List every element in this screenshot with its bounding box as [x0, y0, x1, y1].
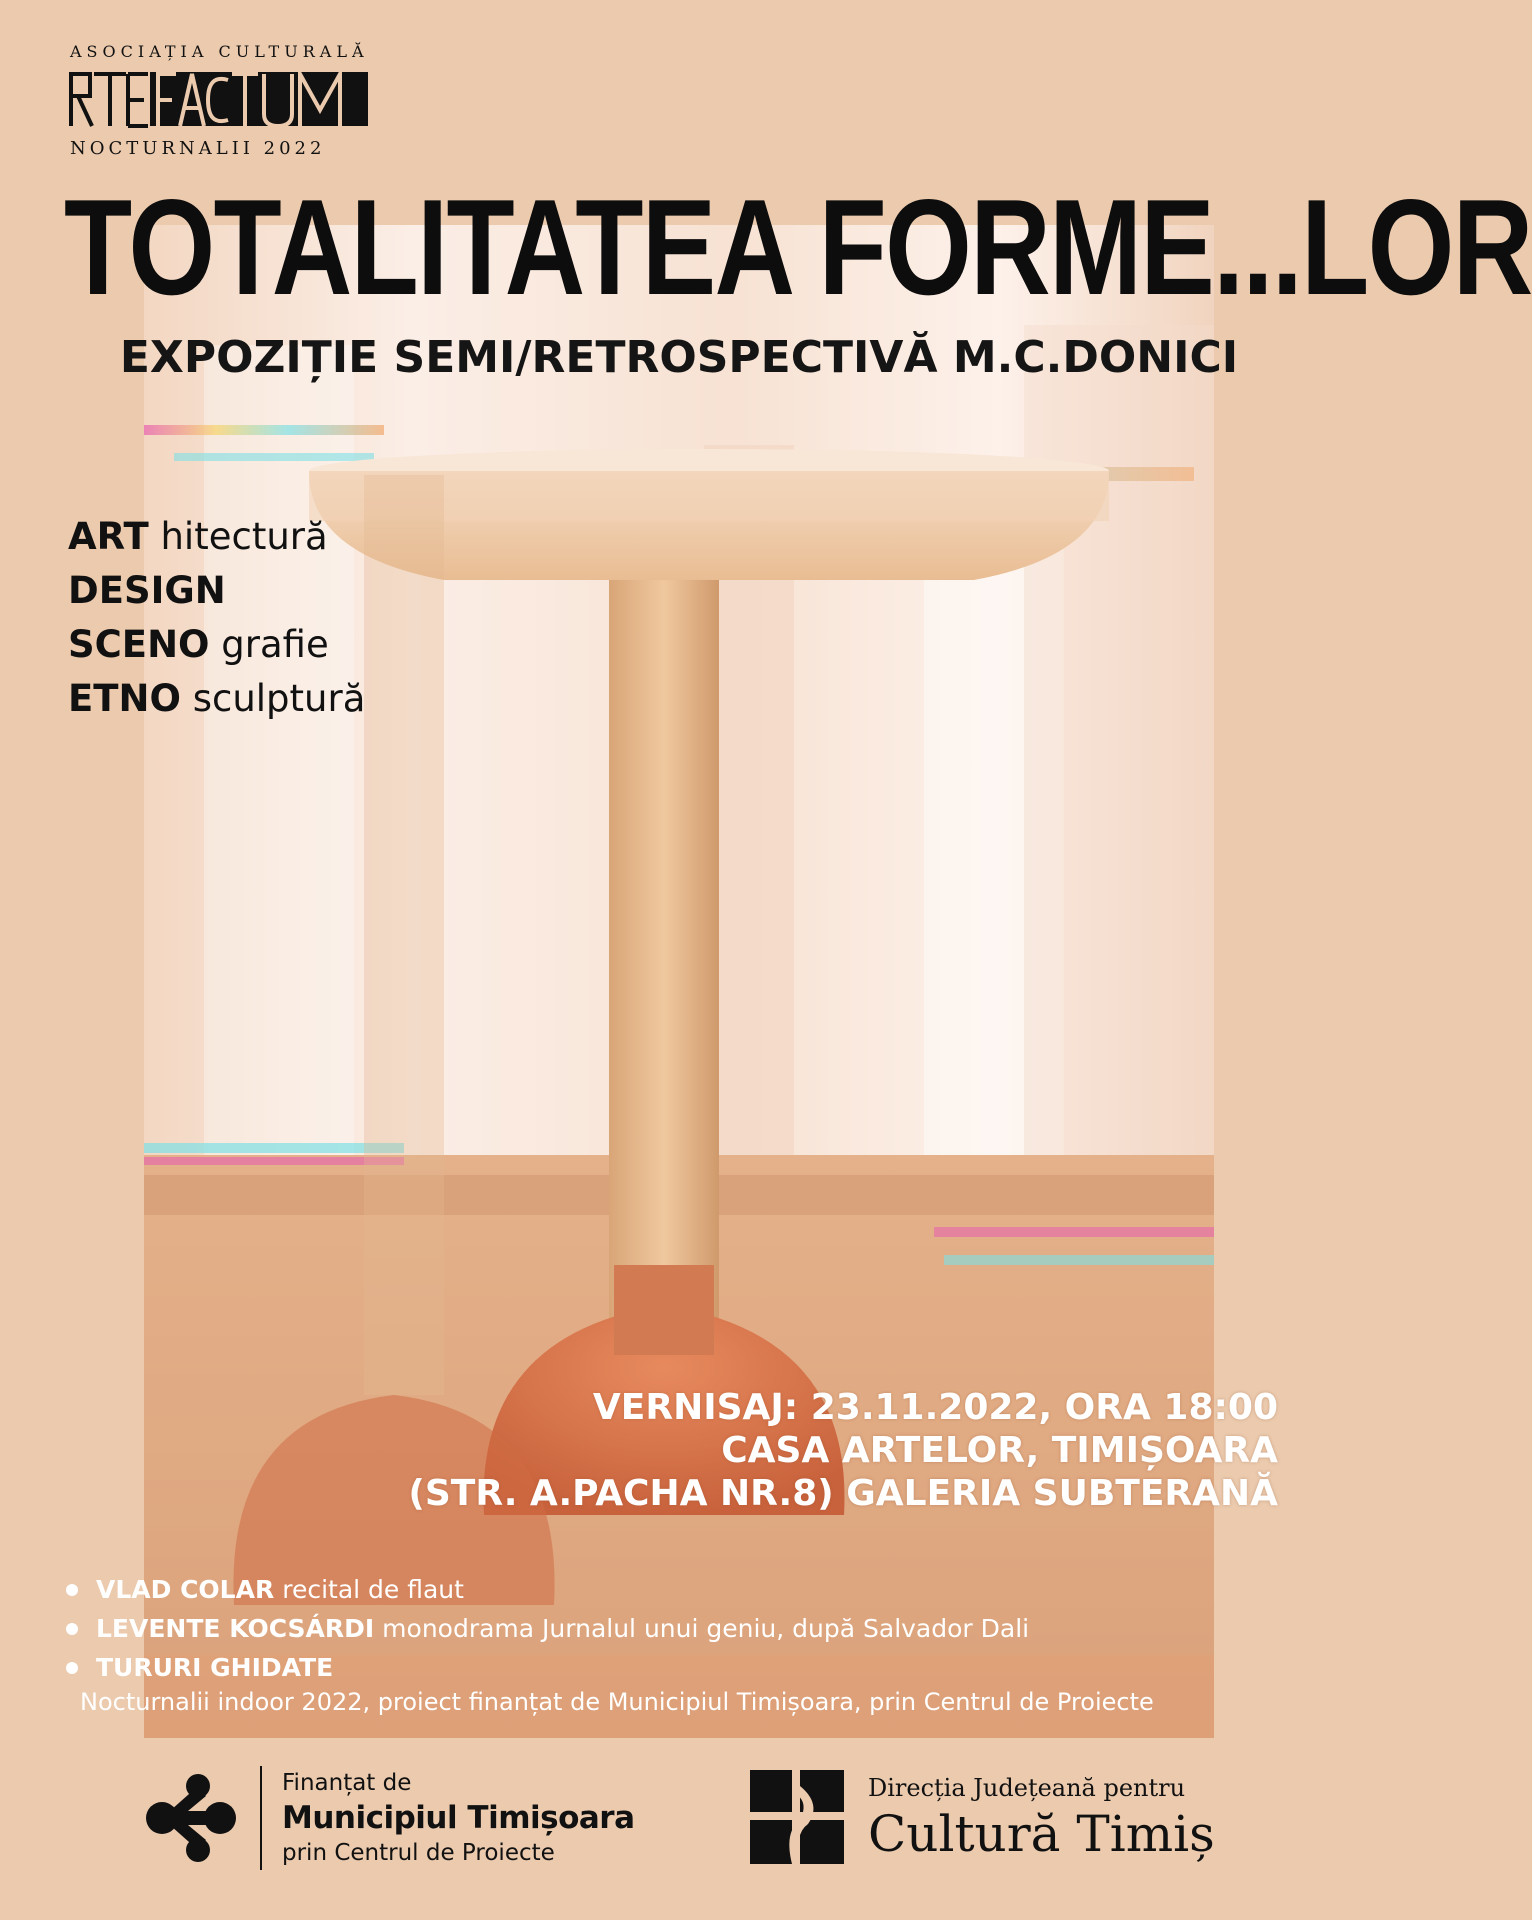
- sponsor-divider: [260, 1766, 262, 1870]
- program-performer: VLAD COLAR: [96, 1575, 275, 1604]
- discipline-bold: ETNO: [68, 677, 181, 720]
- discipline-item: [68, 672, 365, 726]
- exhibition-subtitle: EXPOZIȚIE SEMI/RETROSPECTIVĂ M.C.DONICI: [119, 332, 1239, 383]
- discipline-item: [68, 510, 365, 564]
- discipline-item: [68, 564, 365, 618]
- event-venue: CASA ARTELOR, TIMIȘOARA: [721, 1430, 1278, 1471]
- sponsor-name: Municipiul Timișoara: [282, 1800, 635, 1836]
- list-item: [66, 1648, 1029, 1687]
- sponsor-line: Direcția Județeană pentru: [868, 1774, 1186, 1802]
- edition-label: NOCTURNALII 2022: [70, 138, 326, 159]
- program-performer: LEVENTE KOCSÁRDI: [96, 1614, 375, 1643]
- sponsor-line: prin Centrul de Proiecte: [282, 1840, 555, 1866]
- program-description: monodrama Jurnalul unui geniu, după Salvador Dali: [382, 1614, 1030, 1643]
- exhibition-title: TOTALITATEA FORME...LOR: [64, 171, 1532, 323]
- funding-note: Nocturnalii indoor 2022, proiect finanțat de Municipiul Timișoara, prin Centrul de Proiecte: [80, 1688, 1154, 1716]
- sponsor-cultura-text: [868, 1771, 1215, 1863]
- discipline-rest: sculptură: [192, 677, 366, 720]
- list-item: [66, 1609, 1029, 1648]
- sponsor-line: Finanțat de: [282, 1770, 412, 1796]
- bullet-icon: [66, 1623, 78, 1635]
- sponsor-cultura: [750, 1770, 1215, 1864]
- sponsor-municipiul-text: [282, 1768, 635, 1868]
- list-item: [66, 1570, 1029, 1609]
- sponsor-municipiul: [140, 1766, 635, 1870]
- sponsor-name: Cultură Timiș: [868, 1805, 1215, 1863]
- cultura-timis-logo-icon: [750, 1770, 844, 1864]
- bullet-icon: [66, 1584, 78, 1596]
- discipline-item: [68, 618, 365, 672]
- discipline-rest: grafie: [221, 623, 329, 666]
- program-list: [66, 1570, 1029, 1687]
- bullet-icon: [66, 1662, 78, 1674]
- program-performer: TURURI GHIDATE: [96, 1653, 334, 1682]
- municipiul-timisoara-logo-icon: [140, 1768, 240, 1868]
- discipline-bold: ART: [68, 515, 149, 558]
- arte-factum-logo: [68, 70, 370, 128]
- discipline-bold: DESIGN: [68, 569, 226, 612]
- disciplines-list: [68, 510, 365, 726]
- event-details: [408, 1386, 1278, 1515]
- discipline-rest: hitectură: [160, 515, 328, 558]
- discipline-bold: SCENO: [68, 623, 210, 666]
- program-description: recital de flaut: [282, 1575, 464, 1604]
- event-date-time: VERNISAJ: 23.11.2022, ORA 18:00: [592, 1387, 1278, 1428]
- association-label: ASOCIAȚIA CULTURALĂ: [70, 42, 369, 61]
- event-address: (STR. A.PACHA NR.8) GALERIA SUBTERANĂ: [408, 1473, 1278, 1514]
